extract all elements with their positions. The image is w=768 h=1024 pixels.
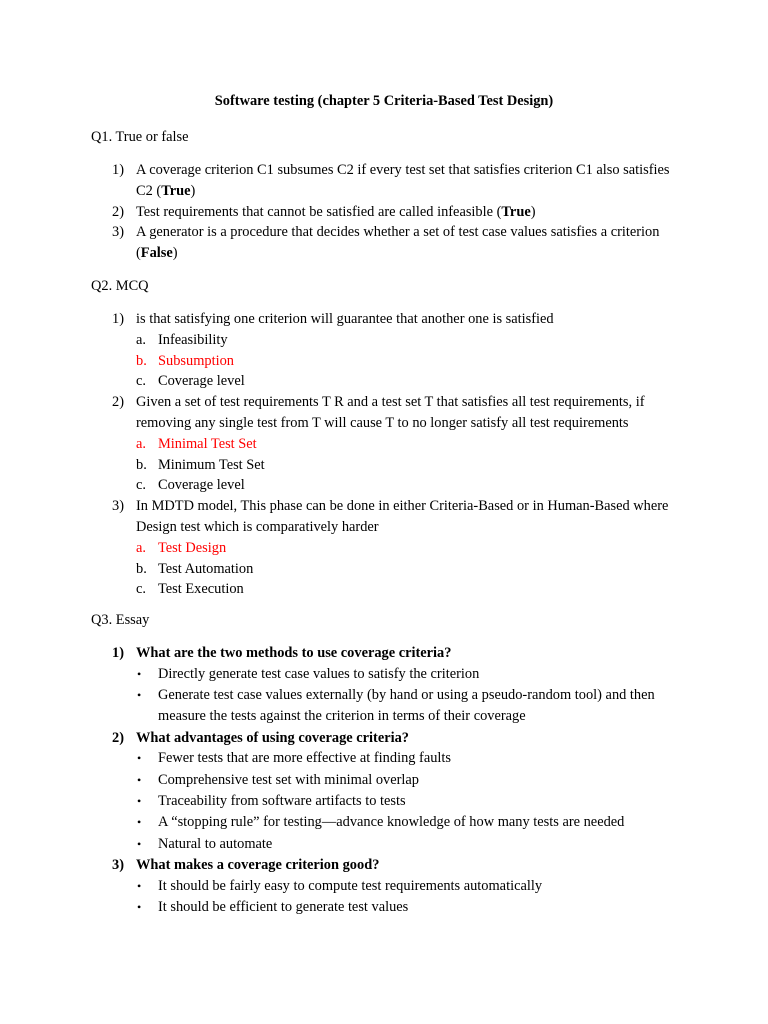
item-number: 3)	[112, 856, 124, 873]
option-text: Subsumption	[158, 352, 234, 369]
option-text: Infeasibility	[158, 331, 228, 348]
q1-item	[112, 202, 687, 223]
bullet-icon: •	[137, 772, 142, 787]
option-text: Minimum Test Set	[158, 456, 265, 473]
q2-item	[112, 496, 687, 600]
option-letter: c.	[136, 581, 146, 598]
bullet-item	[136, 770, 687, 791]
bullet-item	[136, 812, 687, 833]
item-text: A generator is a procedure that decides whether a set of test case values satisfies a criterion (	[136, 224, 660, 262]
item-text: A coverage criterion C1 subsumes C2 if every test set that satisfies criterion C1 also satisfies C2 (	[136, 162, 670, 199]
option-letter: a.	[136, 435, 146, 452]
bullet-icon: •	[137, 751, 142, 766]
item-close: )	[530, 203, 536, 220]
q2-heading: Q2. MCQ	[91, 278, 149, 294]
q1-heading: Q1. True or false	[91, 129, 189, 145]
item-answer: False	[140, 245, 173, 262]
option-text: Test Automation	[158, 560, 254, 577]
bullet-icon: •	[137, 688, 142, 703]
bullet-text: A “stopping rule” for testing—advance knowledge of how many tests are needed	[158, 814, 625, 831]
option-letter: a.	[136, 331, 146, 348]
option-letter: b.	[136, 456, 147, 473]
bullet-item	[136, 791, 687, 812]
bullet-icon: •	[137, 815, 142, 830]
bullet-icon: •	[137, 836, 142, 851]
item-number: 1)	[112, 645, 124, 661]
bullet-list	[136, 664, 687, 728]
option-letter: c.	[136, 373, 146, 390]
q3-item	[112, 643, 687, 728]
page-title: Software testing (chapter 5 Criteria-Based Test Design)	[214, 93, 554, 109]
bullet-item	[136, 685, 687, 728]
bullet-icon: •	[137, 794, 142, 809]
item-text: Given a set of test requirements T R and a test set T that satisfies all test requirements, if removing any single test from T will cause T to no longer satisfy all test requirements	[136, 394, 645, 431]
bullet-text: It should be efficient to generate test values	[158, 899, 409, 916]
q2-list	[112, 309, 687, 600]
essay-question: What advantages of using coverage criteria?	[136, 729, 409, 746]
options-list	[136, 434, 687, 496]
option	[136, 475, 687, 496]
bullet-item	[136, 876, 687, 897]
bullet-item	[136, 834, 687, 855]
bullet-icon: •	[137, 666, 142, 681]
option	[136, 579, 687, 600]
option-text: Test Design	[158, 539, 227, 556]
q1-item	[112, 160, 687, 202]
option	[136, 330, 687, 351]
item-answer: True	[501, 203, 531, 220]
option-letter: b.	[136, 352, 147, 369]
item-text: Test requirements that cannot be satisfied are called infeasible (	[136, 203, 502, 220]
bullet-text: Traceability from software artifacts to tests	[158, 793, 406, 810]
item-text: In MDTD model, This phase can be done in either Criteria-Based or in Human-Based where Design test which is comparatively harder	[136, 498, 669, 535]
essay-question: What are the two methods to use coverage criteria?	[136, 645, 452, 661]
bullet-text: Directly generate test case values to satisfy the criterion	[158, 665, 480, 682]
q3-item	[112, 855, 687, 918]
bullet-list	[136, 748, 687, 854]
option-correct	[136, 538, 687, 559]
item-number: 1)	[112, 162, 124, 178]
q2-item	[112, 309, 687, 392]
bullet-text: Natural to automate	[158, 835, 273, 852]
item-number: 2)	[112, 729, 124, 746]
bullet-text: It should be fairly easy to compute test requirements automatically	[158, 877, 543, 894]
bullet-item	[136, 897, 687, 918]
item-number: 1)	[112, 311, 124, 327]
bullet-icon: •	[137, 900, 142, 915]
option-correct	[136, 351, 687, 372]
item-number: 2)	[112, 394, 124, 411]
bullet-icon: •	[137, 878, 142, 893]
item-close: )	[190, 182, 196, 199]
item-number: 3)	[112, 224, 124, 241]
q3-list	[112, 643, 687, 918]
option-letter: c.	[136, 477, 146, 494]
option-letter: b.	[136, 560, 147, 577]
item-close: )	[172, 245, 178, 262]
bullet-item	[136, 664, 687, 685]
essay-question: What makes a coverage criterion good?	[136, 856, 380, 873]
bullet-item	[136, 748, 687, 769]
option-text: Test Execution	[158, 581, 244, 598]
bullet-list	[136, 876, 687, 919]
option	[136, 559, 687, 580]
option	[136, 371, 687, 392]
q3-heading: Q3. Essay	[91, 612, 150, 628]
option-text: Coverage level	[158, 373, 245, 390]
item-number: 2)	[112, 203, 124, 220]
option-text: Minimal Test Set	[158, 435, 257, 452]
bullet-text: Comprehensive test set with minimal overlap	[158, 771, 419, 788]
options-list	[136, 538, 687, 600]
q1-item	[112, 222, 687, 264]
option-correct	[136, 434, 687, 455]
item-text: is that satisfying one criterion will guarantee that another one is satisfied	[136, 311, 554, 327]
bullet-text: Fewer tests that are more effective at finding faults	[158, 750, 452, 767]
item-answer: True	[161, 182, 191, 199]
item-number: 3)	[112, 498, 124, 515]
option	[136, 455, 687, 476]
option-text: Coverage level	[158, 477, 245, 494]
option-letter: a.	[136, 539, 146, 556]
q1-list	[112, 160, 687, 264]
q2-item	[112, 392, 687, 496]
options-list	[136, 330, 687, 392]
bullet-text: Generate test case values externally (by hand or using a pseudo-random tool) and then measure the tests against the criterion in terms of their coverage	[158, 687, 655, 725]
q3-item	[112, 728, 687, 855]
